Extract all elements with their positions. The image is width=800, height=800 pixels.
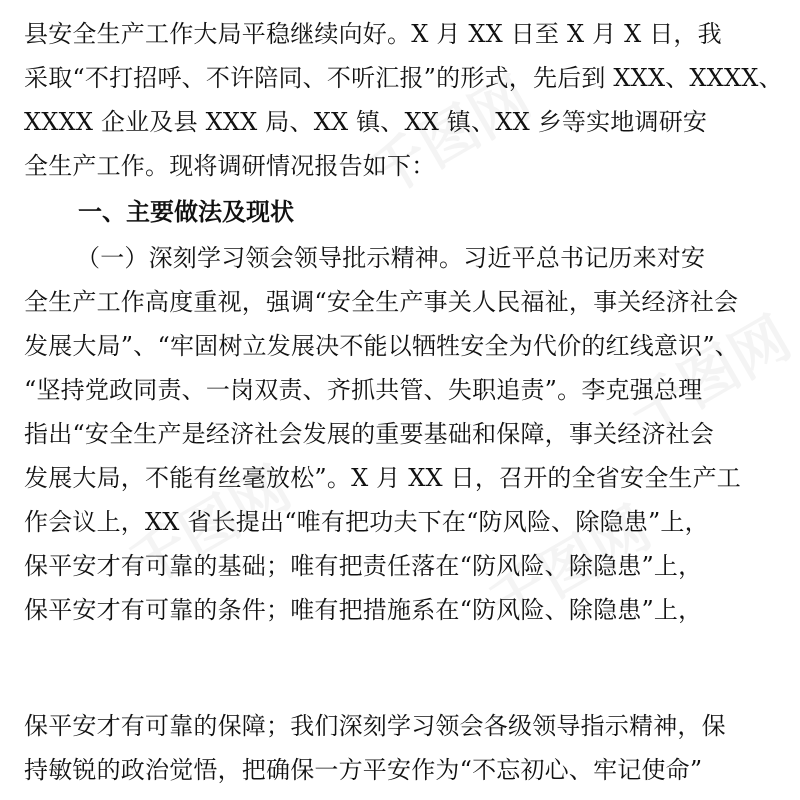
text-line: 发展大局”、“牢固树立发展决不能以牺牲安全为代价的红线意识”、 [24,332,740,360]
text-line: 指出“安全生产是经济社会发展的重要基础和保障，事关经济社会 [24,420,715,448]
text-line: 全生产工作。现将调研情况报告如下： [24,152,436,180]
text-line: 保平安才有可靠的基础；唯有把责任落在“防风险、除隐患”上， [24,552,703,580]
text-line: 全生产工作高度重视，强调“安全生产事关人民福祉，事关经济社会 [24,288,739,316]
text-line: 发展大局，不能有丝毫放松”。X 月 XX 日，召开的全省安全生产工 [24,464,742,492]
text-line: 保平安才有可靠的保障；我们深刻学习领会各级领导指示精神，保 [24,712,726,740]
text-line: 保平安才有可靠的条件；唯有把措施系在“防风险、除隐患”上， [24,596,703,624]
text-line: 作会议上，XX 省长提出“唯有把功夫下在“防风险、除隐患”上， [24,508,709,536]
text-line: “坚持党政同责、一岗双责、齐抓共管、失职追责”。李克强总理 [24,376,703,404]
text-line: （一）深刻学习领会领导批示精神。习近平总书记历来对安 [76,244,706,272]
text-line: 县安全生产工作大局平稳继续向好。X 月 XX 日至 X 月 X 日，我 [24,20,722,48]
text-line: 采取“不打招呼、不许陪同、不听汇报”的形式，先后到 XXX、XXXX、 [24,64,783,92]
text-line: XXXX 企业及县 XXX 局、XX 镇、XX 镇、XX 乡等实地调研安 [24,108,708,136]
section-heading: 一、主要做法及现状 [78,198,294,226]
text-line: 持敏锐的政治觉悟，把确保一方平安作为“不忘初心、牢记使命” [24,756,703,784]
